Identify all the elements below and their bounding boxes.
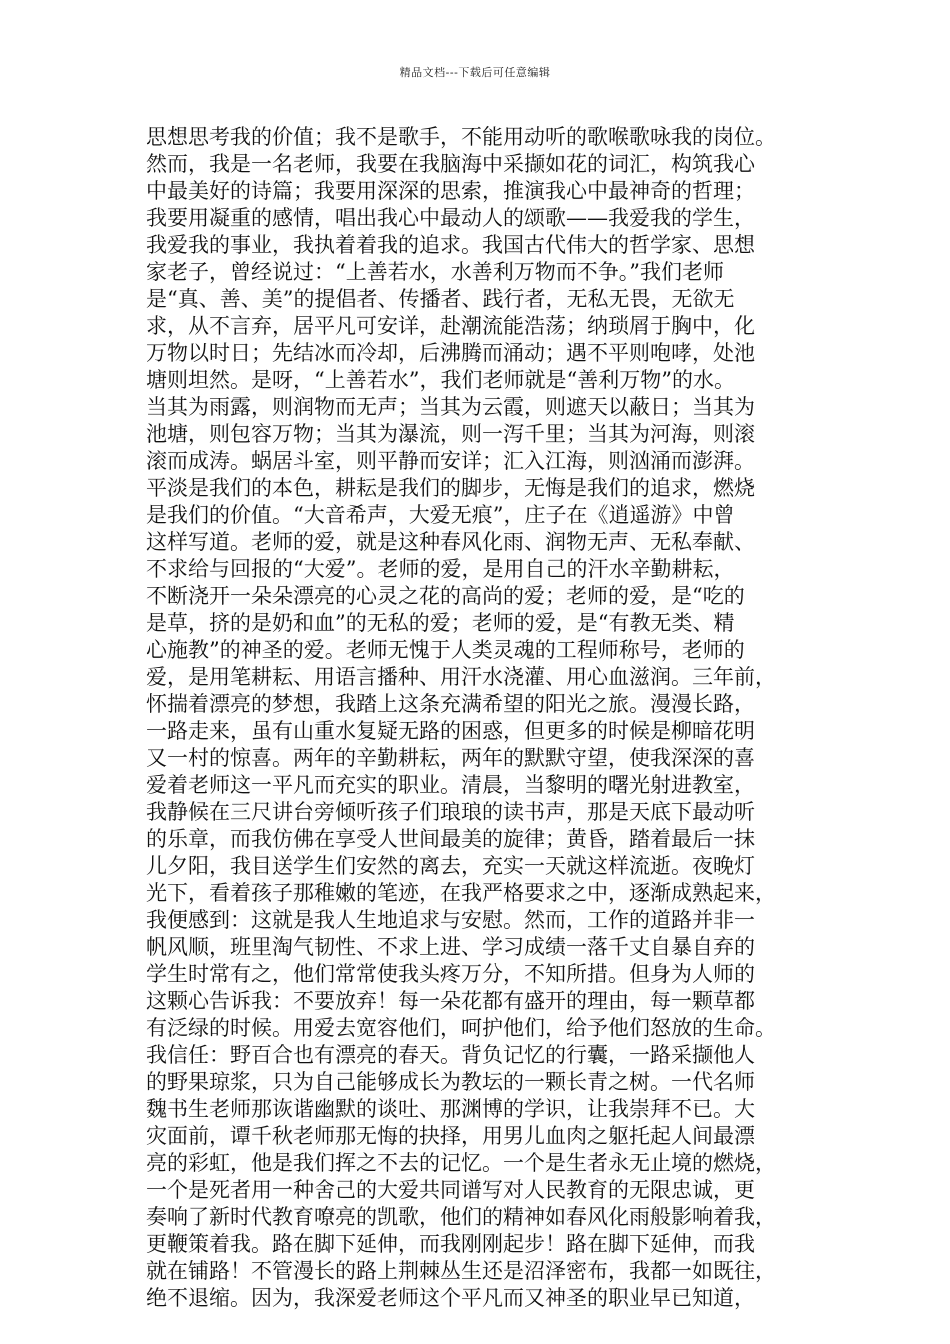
text-line: 思想思考我的价值；我不是歌手，不能用动听的歌喉歌咏我的岗位。	[146, 125, 776, 149]
text-line: 更鞭策着我。路在脚下延伸，而我刚刚起步！路在脚下延伸，而我	[146, 1232, 755, 1256]
text-line: 我静候在三尺讲台旁倾听孩子们琅琅的读书声，那是天底下最动听	[146, 800, 755, 824]
text-line: 一个是死者用一种舍己的大爱共同谱写对人民教育的无限忠诚，更	[146, 1178, 755, 1202]
text-line: 我信任：野百合也有漂亮的春天。背负记忆的行囊，一路采撷他人	[146, 1043, 755, 1067]
text-line: 亮的彩虹，他是我们挥之不去的记忆。一个是生者永无止境的燃烧，	[146, 1151, 776, 1175]
text-line: 的乐章，而我仿佛在享受人世间最美的旋律；黄昏，踏着最后一抹	[146, 827, 755, 851]
text-line: 平淡是我们的本色，耕耘是我们的脚步，无悔是我们的追求，燃烧	[146, 476, 755, 500]
text-line: 魏书生老师那诙谐幽默的谈吐、那渊博的学识，让我崇拜不已。大	[146, 1097, 755, 1121]
text-line: 是草，挤的是奶和血”的无私的爱；老师的爱，是“有教无类、精	[146, 611, 735, 635]
text-line: 然而，我是一名老师，我要在我脑海中采撷如花的词汇，构筑我心	[146, 152, 755, 176]
text-line: 中最美好的诗篇；我要用深深的思索，推演我心中最神奇的哲理；	[146, 179, 755, 203]
text-line: 这样写道。老师的爱，就是这种春风化雨、润物无声、无私奉献、	[146, 530, 755, 554]
text-line: 光下，看着孩子那稚嫩的笔迹，在我严格要求之中，逐渐成熟起来，	[146, 881, 776, 905]
text-line: 儿夕阳，我目送学生们安然的离去，充实一天就这样流逝。夜晚灯	[146, 854, 755, 878]
text-line: 帆风顺，班里淘气韧性、不求上进、学习成绩一落千丈自暴自弃的	[146, 935, 755, 959]
text-line: 奏响了新时代教育嘹亮的凯歌，他们的精神如春风化雨般影响着我，	[146, 1205, 776, 1229]
text-line: 爱，是用笔耕耘、用语言播种、用汗水浇灌、用心血滋润。三年前，	[146, 665, 776, 689]
text-line: 不求给与回报的“大爱”。老师的爱，是用自己的汗水辛勤耕耘，	[146, 557, 735, 581]
text-line: 爱着老师这一平凡而充实的职业。清晨，当黎明的曙光射进教室，	[146, 773, 755, 797]
text-line: 不断浇开一朵朵漂亮的心灵之花的高尚的爱；老师的爱，是“吃的	[146, 584, 745, 608]
text-line: 灾面前，谭千秋老师那无悔的抉择，用男儿血肉之躯托起人间最漂	[146, 1124, 755, 1148]
text-line: 这颗心告诉我：不要放弃！每一朵花都有盛开的理由，每一颗草都	[146, 989, 755, 1013]
text-line: 万物以时日；先结冰而冷却，后沸腾而涌动；遇不平则咆哮，处池	[146, 341, 755, 365]
body-paragraph	[146, 124, 826, 1312]
text-line: 我便感到：这就是我人生地追求与安慰。然而，工作的道路并非一	[146, 908, 755, 932]
text-line: 是“真、善、美”的提倡者、传播者、践行者，无私无畏，无欲无	[146, 287, 735, 311]
text-line: 就在铺路！不管漫长的路上荆棘丛生还是沼泽密布，我都一如既往，	[146, 1259, 776, 1283]
text-line: 塘则坦然。是呀，“上善若水”，我们老师就是“善利万物”的水。	[146, 368, 735, 392]
text-line: 怀揣着漂亮的梦想，我踏上这条充满希望的阳光之旅。漫漫长路，	[146, 692, 755, 716]
text-line: 池塘，则包容万物；当其为瀑流，则一泻千里；当其为河海，则滚	[146, 422, 755, 446]
text-line: 有泛绿的时候。用爱去宽容他们，呵护他们，给予他们怒放的生命。	[146, 1016, 776, 1040]
text-line: 我爱我的事业，我执着着我的追求。我国古代伟大的哲学家、思想	[146, 233, 755, 257]
text-line: 学生时常有之，他们常常使我头疼万分，不知所措。但身为人师的	[146, 962, 755, 986]
text-line: 又一村的惊喜。两年的辛勤耕耘，两年的默默守望，使我深深的喜	[146, 746, 755, 770]
page-header: 精品文档---下载后可任意编辑	[399, 66, 551, 79]
text-line: 家老子，曾经说过：“上善若水，水善利万物而不争。”我们老师	[146, 260, 724, 284]
text-line: 绝不退缩。因为，我深爱老师这个平凡而又神圣的职业早已知道，	[146, 1286, 755, 1310]
text-line: 的野果琼浆，只为自己能够成长为教坛的一颗长青之树。一代名师	[146, 1070, 755, 1094]
text-line: 心施教”的神圣的爱。老师无愧于人类灵魂的工程师称号，老师的	[146, 638, 745, 662]
text-line: 是我们的价值。“大音希声，大爱无痕”，庄子在《逍遥游》中曾	[146, 503, 735, 527]
text-line: 当其为雨露，则润物而无声；当其为云霞，则遮天以蔽日；当其为	[146, 395, 755, 419]
text-line: 我要用凝重的感情，唱出我心中最动人的颂歌——我爱我的学生，	[146, 206, 755, 230]
text-line: 滚而成涛。蜗居斗室，则平静而安详；汇入江海，则汹涌而澎湃。	[146, 449, 755, 473]
text-line: 一路走来，虽有山重水复疑无路的困惑，但更多的时候是柳暗花明	[146, 719, 755, 743]
text-line: 求，从不言弃，居平凡可安详，赴潮流能浩荡；纳琐屑于胸中，化	[146, 314, 755, 338]
